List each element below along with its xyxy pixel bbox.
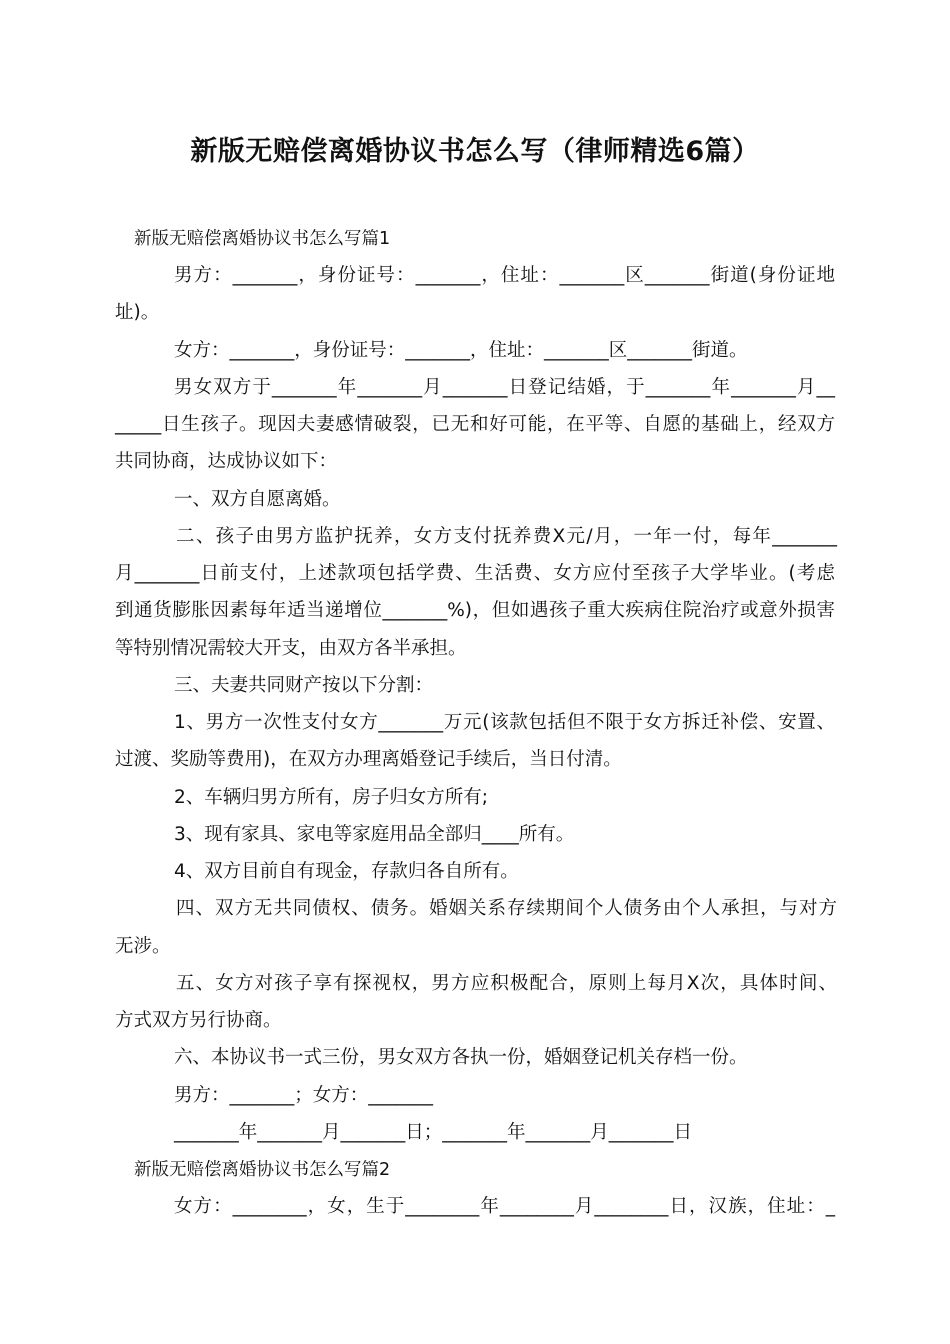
paragraph-line: 月_______日前支付，上述款项包括学费、生活费、女方应付至孩子大学毕业。(考虑 — [115, 563, 835, 584]
paragraph-line: 共同协商，达成协议如下： — [115, 451, 338, 472]
paragraph-line: 四、双方无共同债权、债务。婚姻关系存续期间个人债务由个人承担，与对方 — [176, 898, 837, 919]
paragraph-line: 方式双方另行协商。 — [115, 1010, 282, 1031]
paragraph-line: _____日生孩子。现因夫妻感情破裂，已无和好可能，在平等、自愿的基础上，经双方 — [115, 414, 835, 435]
paragraph-line: 3、现有家具、家电等家庭用品全部归____所有。 — [174, 824, 575, 845]
section-heading-2: 新版无赔偿离婚协议书怎么写篇2 — [134, 1160, 391, 1180]
document-title: 新版无赔偿离婚协议书怎么写（律师精选6篇） — [190, 136, 760, 167]
paragraph-line: 二、孩子由男方监护抚养，女方支付抚养费X元/月，一年一付，每年_______ — [176, 526, 837, 547]
paragraph-line: 男方：_______，身份证号：_______，住址：_______区_______街道(身份证地 — [174, 265, 835, 286]
paragraph-line: 五、女方对孩子享有探视权，男方应积极配合，原则上每月X次，具体时间、 — [176, 973, 837, 994]
paragraph-line: 4、双方目前自有现金，存款归各自所有。 — [174, 861, 519, 882]
paragraph-line: 1、男方一次性支付女方_______万元(该款包括但不限于女方拆迁补偿、安置、 — [174, 712, 835, 733]
paragraph-line: 三、夫妻共同财产按以下分割： — [174, 675, 434, 696]
paragraph-line: 等特别情况需较大开支，由双方各半承担。 — [115, 638, 467, 659]
signature-line: 男方：_______；女方：_______ — [174, 1085, 434, 1106]
paragraph-line: 到通货膨胀因素每年适当递增位_______%)，但如遇孩子重大疾病住院治疗或意外损害 — [115, 600, 835, 621]
paragraph-line: 过渡、奖励等费用)，在双方办理离婚登记手续后，当日付清。 — [115, 749, 622, 770]
paragraph-line: 址)。 — [115, 302, 160, 323]
date-line: _______年_______月_______日；_______年_______月_______日 — [174, 1122, 693, 1143]
paragraph-line: 女方：_______，身份证号：_______，住址：_______区_______街道。 — [174, 340, 748, 361]
paragraph-line: 六、本协议书一式三份，男女双方各执一份，婚姻登记机关存档一份。 — [174, 1047, 748, 1068]
paragraph-line: 男女双方于_______年_______月_______日登记结婚，于_______年_______月__ — [174, 377, 835, 398]
paragraph-line: 一、双方自愿离婚。 — [174, 489, 341, 510]
paragraph-line: 女方：________，女，生于________年________月________日，汉族，住址：_ — [174, 1196, 835, 1217]
paragraph-line: 无涉。 — [115, 936, 171, 957]
section-heading-1: 新版无赔偿离婚协议书怎么写篇1 — [134, 229, 391, 249]
paragraph-line: 2、车辆归男方所有，房子归女方所有; — [174, 787, 489, 808]
